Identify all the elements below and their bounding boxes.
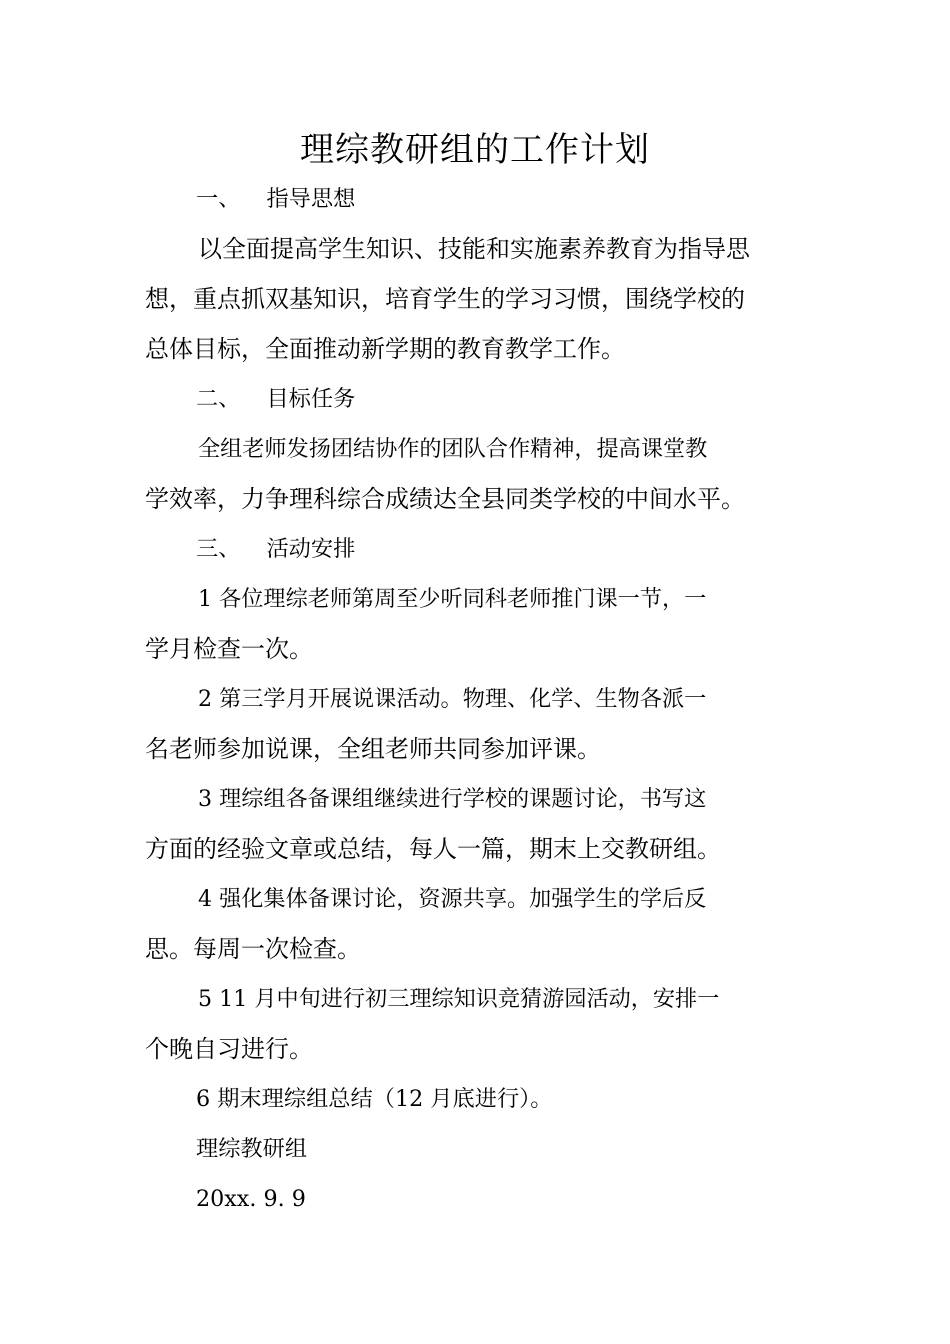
- activity-line: [145, 1032, 810, 1066]
- paragraph-line: [145, 282, 810, 316]
- paragraph-text: 想，重点抓双基知识，培育学生的学习习惯，围绕学校的: [145, 285, 745, 313]
- activity-number: 4: [198, 886, 213, 912]
- activity-line: [145, 732, 810, 766]
- activity-number: 3: [198, 786, 213, 812]
- activity-item-4: [198, 882, 863, 916]
- activity-line: [145, 832, 810, 866]
- activity-text: 期末理综组总结（12 月底进行）。: [217, 1086, 553, 1112]
- paragraph-text: 以全面提高学生知识、技能和实施素养教育为指导思: [198, 235, 750, 263]
- section-heading-3: [196, 532, 861, 566]
- paragraph-line: [145, 482, 810, 516]
- section-number: 二、: [196, 386, 241, 412]
- paragraph-text: 全组老师发扬团结协作的团队合作精神，提高课堂教: [198, 436, 708, 462]
- activity-text: 第三学月开展说课活动。物理、化学、生物各派一: [219, 686, 707, 712]
- activity-text: 思。每周一次检查。: [145, 935, 361, 963]
- activity-text: 方面的经验文章或总结，每人一篇，期末上交教研组。: [145, 835, 721, 863]
- section-heading-2: [196, 382, 861, 416]
- activity-line: [145, 932, 810, 966]
- activity-number: 5: [198, 986, 213, 1012]
- paragraph-text: 总体目标，全面推动新学期的教育教学工作。: [145, 335, 625, 363]
- activity-text: 强化集体备课讨论，资源共享。加强学生的学后反: [219, 886, 707, 912]
- activity-text: 各位理综老师第周至少听同科老师推门课一节，一: [219, 586, 707, 612]
- activity-text: 个晚自习进行。: [145, 1035, 313, 1063]
- activity-line: [145, 632, 810, 666]
- activity-item-5: [198, 982, 863, 1016]
- section-heading-1: [196, 182, 861, 216]
- document-title: 理综教研组的工作计划: [300, 130, 650, 170]
- paragraph-line: [145, 332, 810, 366]
- activity-item-1: [198, 582, 863, 616]
- paragraph-line: [198, 432, 863, 466]
- section-number: 三、: [196, 536, 241, 562]
- activity-number: 1: [198, 586, 213, 612]
- section-title: 活动安排: [266, 536, 356, 562]
- activity-text: 理综组各备课组继续进行学校的课题讨论，书写这: [219, 786, 707, 812]
- activity-text: 学月检查一次。: [145, 635, 313, 663]
- activity-item-2: [198, 682, 863, 716]
- paragraph-text: 学效率，力争理科综合成绩达全县同类学校的中间水平。: [145, 485, 745, 513]
- paragraph-line: [198, 232, 810, 266]
- activity-number: 6: [196, 1086, 211, 1112]
- activity-item-3: [198, 782, 863, 816]
- activity-text: 11 月中旬进行初三理综知识竞猜游园活动，安排一: [219, 986, 720, 1012]
- section-number: 一、: [196, 186, 241, 212]
- activity-text: 名老师参加说课，全组老师共同参加评课。: [145, 735, 601, 763]
- document-date: 20xx. 9. 9: [196, 1186, 306, 1212]
- activity-item-6: [196, 1082, 861, 1116]
- section-title: 指导思想: [266, 186, 356, 212]
- section-title: 目标任务: [266, 386, 356, 412]
- activity-number: 2: [198, 686, 213, 712]
- signature: 理综教研组: [196, 1136, 308, 1162]
